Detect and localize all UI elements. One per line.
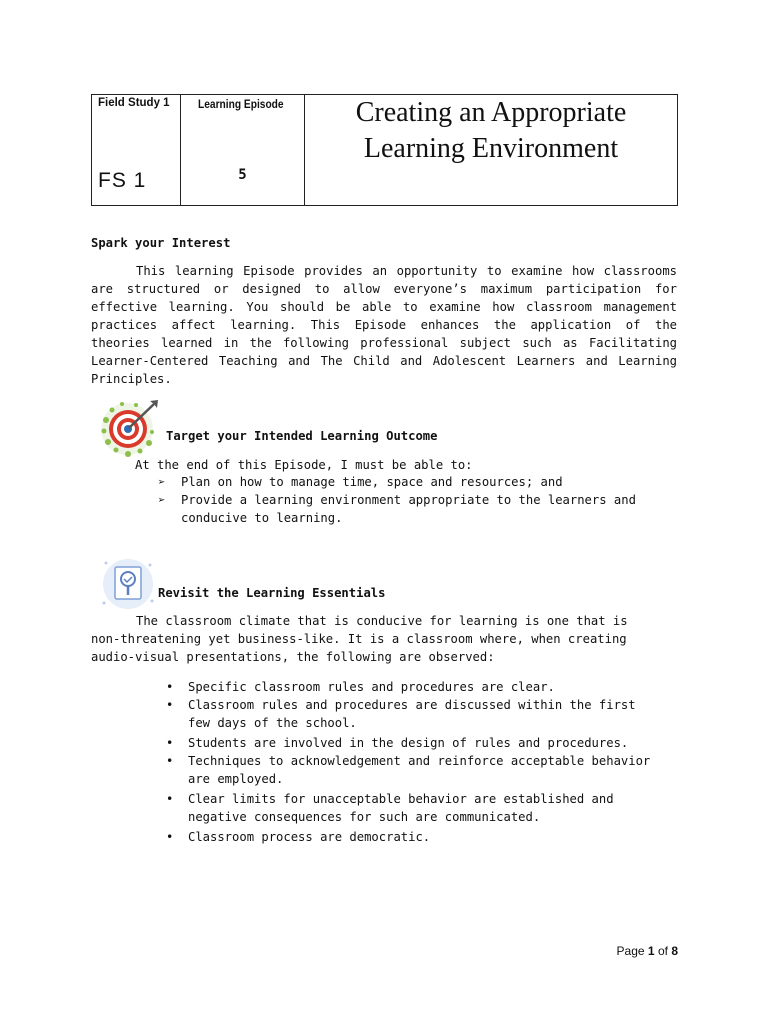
revisit-heading: Revisit the Learning Essentials <box>158 586 386 600</box>
learning-episode-label: Learning Episode <box>198 97 284 111</box>
title-line-1: Creating an Appropriate <box>355 97 627 128</box>
bullet-icon: • <box>166 736 174 750</box>
episode-header-table <box>91 94 678 206</box>
outcome-line: Plan on how to manage time, space and resources; and <box>181 475 563 489</box>
essential-line: Classroom rules and procedures are discussed within the first <box>188 698 636 712</box>
page-total: 8 <box>671 944 678 958</box>
essential-line: Classroom process are democratic. <box>188 830 431 844</box>
learning-episode-cell <box>181 95 305 205</box>
spark-line: are structured or designed to allow everyone’s maximum participation for <box>91 282 677 296</box>
spark-heading: Spark your Interest <box>91 236 231 250</box>
bullet-icon: • <box>166 698 174 712</box>
magnifier-document-icon <box>100 553 156 613</box>
revisit-paragraph <box>91 612 628 666</box>
title-line-2: Learning Environment <box>363 133 619 164</box>
spark-line: Principles. <box>91 372 172 386</box>
field-study-cell <box>92 95 181 205</box>
title-cell <box>305 95 677 205</box>
revisit-line: audio-visual presentations, the following are observed: <box>91 650 495 664</box>
essential-line: Specific classroom rules and procedures are clear. <box>188 680 555 694</box>
spark-paragraph <box>91 262 677 388</box>
spark-line: Learner-Centered Teaching and The Child and Adolescent Learners and Learning <box>91 354 677 368</box>
revisit-line: non-threatening yet business-like. It is a classroom where, when creating <box>91 632 627 646</box>
episode-number: 5 <box>238 167 247 183</box>
bullet-icon: • <box>166 754 174 768</box>
essential-line: are employed. <box>188 772 284 786</box>
arrow-bullet-icon: ➢ <box>158 493 166 507</box>
bullet-icon: • <box>166 680 174 694</box>
outcome-line: conducive to learning. <box>181 511 343 525</box>
essential-line: Techniques to acknowledgement and reinforce acceptable behavior <box>188 754 651 768</box>
of-word: of <box>657 944 668 958</box>
page-number <box>617 944 678 958</box>
page-title <box>305 95 677 167</box>
essential-line: Clear limits for unacceptable behavior are established and <box>188 792 614 806</box>
page-current: 1 <box>647 944 655 958</box>
spark-line: effective learning. You should be able to examine how classroom management <box>91 300 677 314</box>
arrow-bullet-icon: ➢ <box>158 475 166 489</box>
spark-line: This learning Episode provides an opportunity to examine how classrooms <box>136 264 677 278</box>
essential-line: Students are involved in the design of rules and procedures. <box>188 736 629 750</box>
essential-line: few days of the school. <box>188 716 357 730</box>
outcome-line: Provide a learning environment appropriate to the learners and <box>181 493 636 507</box>
bullet-icon: • <box>166 792 174 806</box>
spark-line: theories learned in the following professional subject such as Facilitating <box>91 336 677 350</box>
target-heading: Target your Intended Learning Outcome <box>166 429 438 443</box>
spark-line: practices affect learning. This Episode enhances the application of the <box>91 318 677 332</box>
page-word: Page <box>616 944 645 958</box>
field-study-label: Field Study 1 <box>98 97 170 109</box>
bullet-icon: • <box>166 830 174 844</box>
revisit-line: The classroom climate that is conducive for learning is one that is <box>136 614 628 628</box>
target-icon <box>100 398 160 458</box>
fs-code: FS 1 <box>98 169 147 192</box>
essential-line: negative consequences for such are communicated. <box>188 810 541 824</box>
target-intro: At the end of this Episode, I must be able to: <box>135 458 473 472</box>
